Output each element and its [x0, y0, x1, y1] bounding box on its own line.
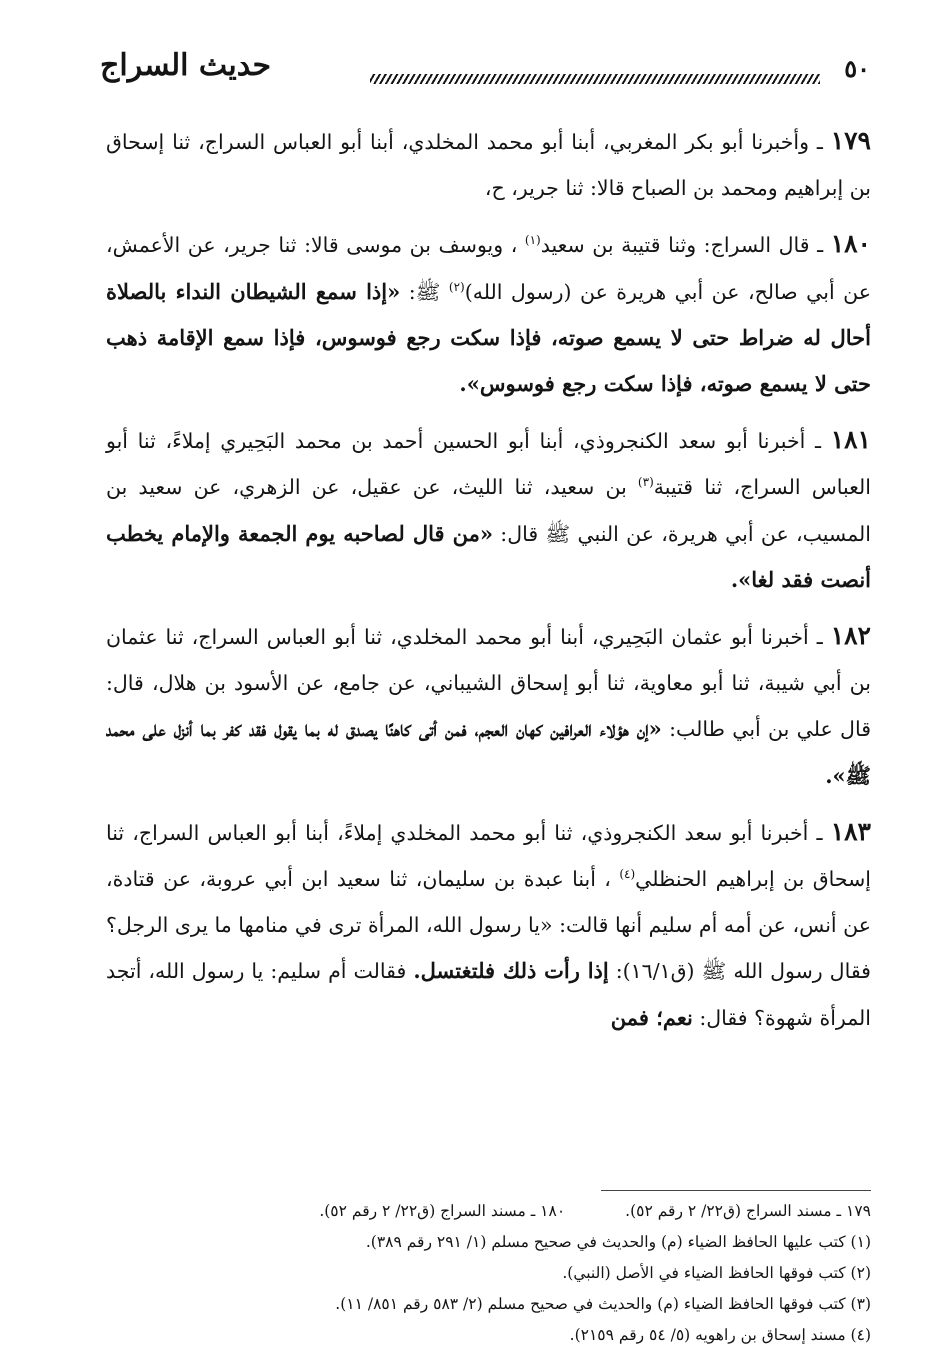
footnotes-rule	[601, 1190, 871, 1191]
footnote-180: ١٨٠ ـ مسند السراج (ق٢٢/ ٢ رقم ٥٢).	[319, 1202, 566, 1220]
hadith-text: ـ قال السراج: وثنا قتيبة بن سعيد	[540, 233, 831, 258]
header-rule	[370, 74, 820, 84]
hadith-text: ـ أخبرنا أبو سعد الكنجروذي، أبنا أبو الحسين أحمد بن محمد البَحِيري إملاءً، ثنا أبو العباس السراج، ثنا قتيبة	[106, 429, 871, 500]
hadith-text: ـ أخبرنا أبو سعد الكنجروذي، ثنا أبو محمد المخلدي إملاءً، أبنا أبو العباس السراج، ثنا إسحاق بن إبراهيم الحنظلي	[106, 820, 871, 892]
hadith-text: فقالت أم سليم: يا رسول الله، أتجد المرأة شهوة؟ فقال:	[106, 959, 871, 1030]
footnote-4: (٤) مسند إسحاق بن راهويه (٥/ ٥٤ رقم ٢١٥٩).	[569, 1326, 871, 1344]
hadith-quote: «إذا سمع الشيطان النداء بالصلاة أحال له ضراط حتى لا يسمع صوته، فإذا سكت رجع فوسوس، فإذا سمع الإقامة ذهب حتى لا يسمع صوته، فإذا سكت رجع فوسوس».	[106, 278, 871, 397]
hadith-text: ، أبنا عبدة بن سليمان، ثنا سعيد ابن أبي عروبة، عن قتادة، عن أنس، عن أمه أم سليم أنها قالت: «يا رسول الله، المرأة ترى في منامها ما يرى الرجل؟ فقال رسول الله ﷺ (ق١٦/١):	[106, 867, 871, 984]
main-text	[106, 118, 871, 1051]
hadith-quote: نعم؛ فمن	[610, 1004, 693, 1030]
hadith-text: ـ وأخبرنا أبو بكر المغربي، أبنا أبو محمد المخلدي، أبنا أبو العباس السراج، ثنا إسحاق بن إبراهيم ومحمد بن الصباح قالا: ثنا جرير، ح،	[106, 130, 871, 201]
hadith-quote: «من قال لصاحبه يوم الجمعة والإمام يخطب أنصت فقد لغا».	[106, 520, 871, 592]
footnote-3: (٣) كتب فوقها الحافظ الضياء (م) والحديث في صحيح مسلم (٢/ ٥٨٣ رقم ٨٥١/ ١١).	[335, 1295, 871, 1313]
page-header	[100, 44, 870, 94]
hadith-quote: إذا رأت ذلك فلتغتسل.	[413, 958, 609, 984]
hadith-paragraph	[106, 417, 871, 603]
hadith-text: ـ أخبرنا أبو عثمان البَحِيري، أبنا أبو محمد المخلدي، ثنا أبو العباس السراج، ثنا عثمان بن أبي شيبة، ثنا أبو معاوية، ثنا أبو إسحاق الشيباني، عن جامع، عن الأسود بن هلال، قال: قال علي بن أبي طالب:	[106, 625, 871, 742]
hadith-number: ١٨٣	[830, 816, 871, 846]
footnotes	[106, 1196, 871, 1351]
hadith-paragraph	[106, 221, 871, 407]
footnote-1: (١) كتب عليها الحافظ الضياء (م) والحديث في صحيح مسلم (١/ ٢٩١ رقم ٣٨٩).	[365, 1233, 871, 1251]
hadith-number: ١٧٩	[830, 126, 871, 155]
hadith-text: ﷺ:	[400, 279, 449, 304]
hadith-quote: «إن هؤلاء العرافين كهان العجم، فمن أتى كاهنًا يصدق له بما يقول فقد كفر بما أنزل على محمد ﷺ».	[106, 716, 871, 788]
hadith-text: بن سعيد، ثنا الليث، عن عقيل، عن الزهري، عن سعيد بن المسيب، عن أبي هريرة، عن النبي ﷺ قال:	[106, 475, 871, 546]
hadith-number: ١٨١	[830, 425, 871, 455]
footnote-2: (٢) كتب فوقها الحافظ الضياء في الأصل (النبي).	[562, 1264, 871, 1282]
hadith-text: ، ويوسف بن موسى قالا: ثنا جرير، عن الأعمش، عن أبي صالح، عن أبي هريرة عن (رسول الله)	[106, 233, 871, 304]
hadith-number: ١٨٢	[830, 621, 871, 651]
running-title: حديث السراج	[100, 48, 272, 83]
page-number: ٥٠	[844, 54, 870, 83]
footnote-reference: (٢)	[448, 279, 465, 294]
hadith-paragraph	[106, 809, 871, 1041]
hadith-paragraph	[106, 118, 871, 211]
footnote-sources-line	[106, 1196, 871, 1227]
footnote-reference: (١)	[524, 233, 541, 248]
hadith-number: ١٨٠	[830, 229, 871, 259]
hadith-paragraph	[106, 613, 871, 799]
footnote-reference: (٣)	[637, 475, 654, 490]
footnote-reference: (٤)	[619, 867, 636, 882]
footnote-179: ١٧٩ ـ مسند السراج (ق٢٢/ ٢ رقم ٥٢).	[625, 1202, 871, 1220]
